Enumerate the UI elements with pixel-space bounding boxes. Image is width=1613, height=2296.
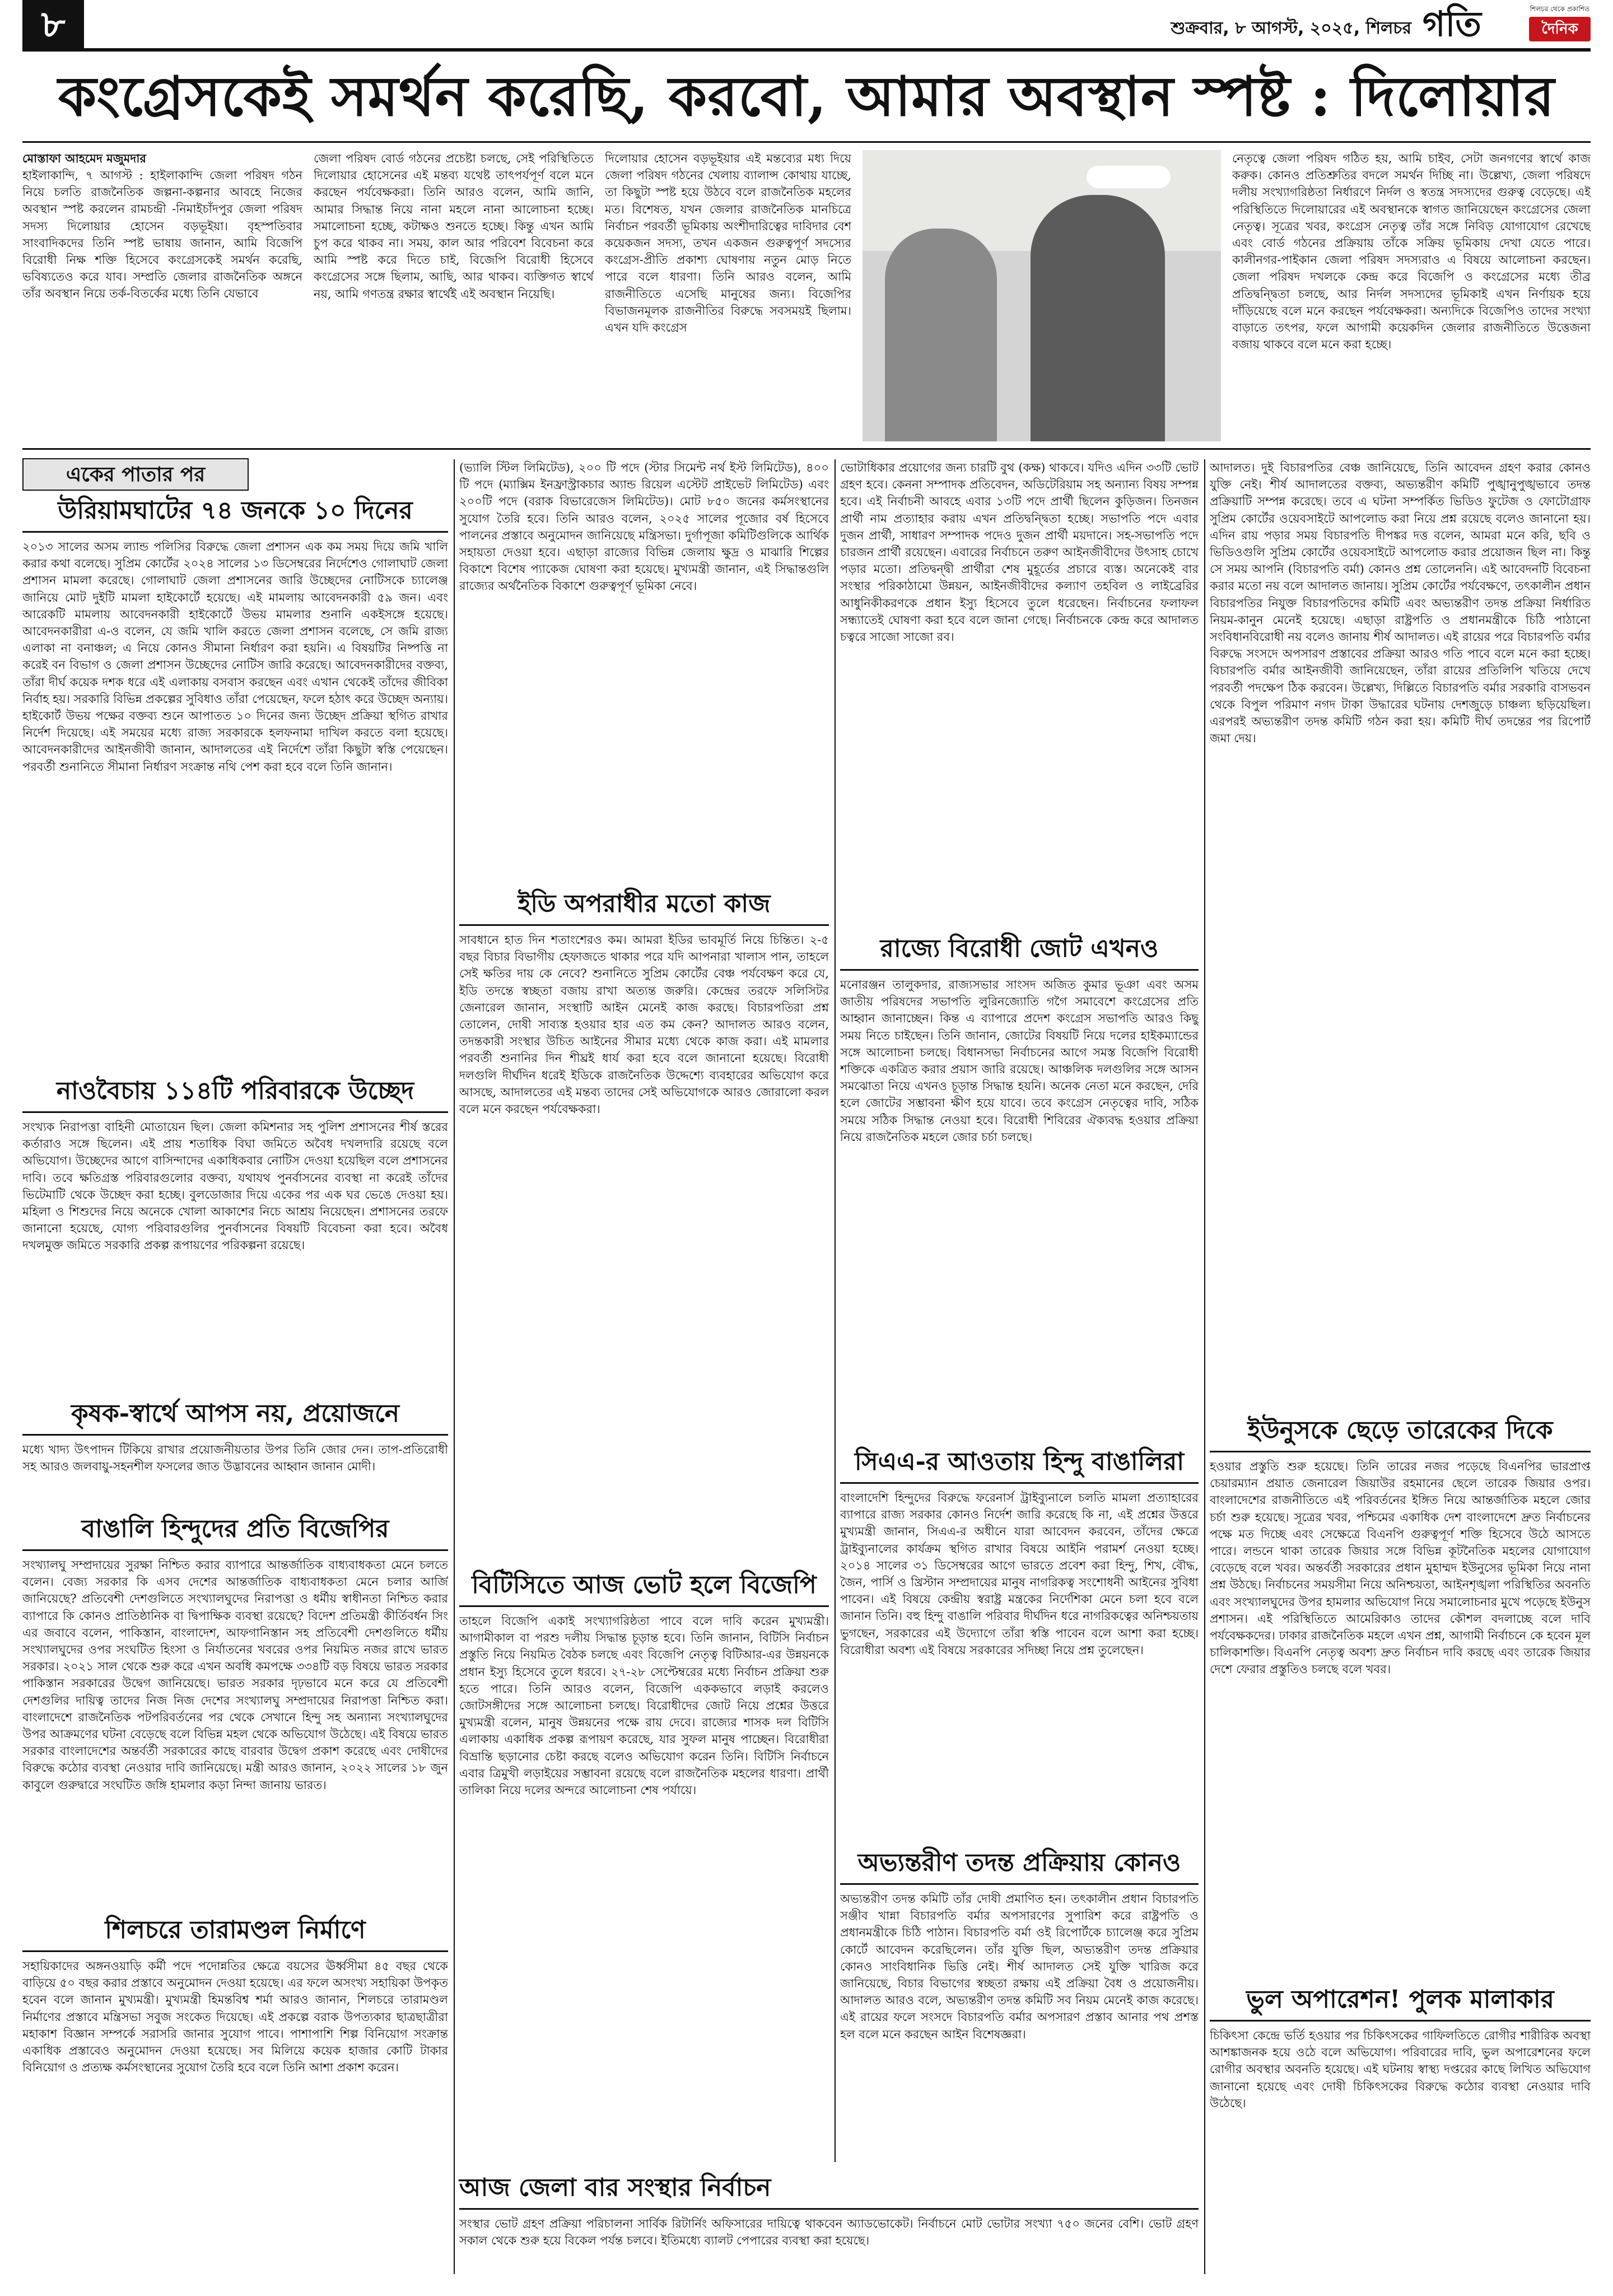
article-headline: বাঙালি হিন্দুদের প্রতি বিজেপির: [81, 1515, 389, 1543]
article-headline: অভ্যন্তরীণ তদন্ত প্রক্রিয়ায় কোনও: [857, 1848, 1181, 1877]
article-block: [459, 1570, 829, 2163]
article-headline: উরিয়ামঘাটের ৭৪ জনকে ১০ দিনের: [58, 496, 413, 525]
article-body: সংখ্যালঘু সম্প্রদায়ের সুরক্ষা নিশ্চিত করার ব্যাপারে আন্তর্জাতিক বাধ্যবাধকতা মেনে চলতে বলেন। বেজ্য সরকার কি এসব দেশের আন্তর্জাতিক বাধ্যবাধকতা মেনে চলার আর্জি জানিয়েছে? প্রতিবেশী দেশগুলিতে সংখ্যালঘুদের নিরাপত্তা ও ধর্মীয় স্বাধীনতা নিশ্চিত করার ব্যাপারে কি কোনও প্রাতিষ্ঠানিক বা দ্বিপাক্ষিক ব্যবস্থা রয়েছে? বিদেশ প্রতিমন্ত্রী কীর্তিবর্ধন সিং এর জবাবে বলেন, পাকিস্তান, বাংলাদেশ, আফগানিস্তান সহ প্রতিবেশী দেশগুলিতে ধর্মীয় সংখ্যালঘুদের ওপর সংঘটিত হিংসা ও নির্যাতনের খবরের ওপর নিয়মিত নজর রাখে ভারত সরকার। ২০২১ সাল থেকে শুরু করে এখন অবধি কমপক্ষে ৩৩৪টি বড় বিষয়ে ভারত সরকার পাকিস্তান সরকারের উদ্বেগ জানিয়েছে। ভারত সরকার দৃঢ়ভাবে মনে করে যে প্রতিবেশী দেশগুলির দায়িত্ব তাদের নিজ নিজ দেশের সংখ্যালঘু সম্প্রদায়ের নিরাপত্তা নিশ্চিত করা। বাংলাদেশে রাজনৈতিক পটপরিবর্তনের পর থেকে সেখানে হিন্দু সহ অন্যান্য সংখ্যালঘুদের উপর আক্রমণের ঘটনা বেড়েছে বলে বিভিন্ন মহল থেকে অভিযোগ উঠেছে। এই বিষয়ে ভারত সরকার বাংলাদেশের অন্তর্বর্তী সরকারের কাছে বারবার উদ্বেগ প্রকাশ করেছে এবং দোষীদের বিরুদ্ধে কঠোর ব্যবস্থা নেওয়ার দাবি জানিয়েছে। মন্ত্রী আরও জানান, ২০২২ সালের ১৮ জুন কাবুলে গুরুদ্বারে সংঘটিত জঙ্গি হামলার কড়া নিন্দা জানায় ভারত।: [22, 1558, 448, 1792]
article-block: [1210, 459, 1591, 1406]
article-block: [840, 1847, 1199, 2167]
article-block: [840, 459, 1199, 924]
article-headline: বিটিসিতে আজ ভোট হলে বিজেপি: [472, 1571, 817, 1599]
article-headline: সিএএ-র আওতায় হিন্দু বাঙালিরা: [854, 1447, 1185, 1476]
article-headline: কৃষক-স্বার্থে আপস নয়, প্রয়োজনে: [71, 1399, 400, 1428]
article-headline: ভুল অপারেশন! পুলক মালাকার: [1246, 1985, 1554, 2014]
logo-word: গতি: [1423, 3, 1481, 44]
article-headline: আজ জেলা বার সংস্থার নির্বাচন: [459, 2173, 771, 2202]
article-headline: নাওবৈচায় ১১৪টি পরিবারকে উচ্ছেদ: [56, 1077, 414, 1105]
column-rule-2: [835, 459, 836, 2162]
headline-rule: [22, 141, 1591, 143]
article-body: আদালত। দুই বিচারপতির বেঞ্চ জানিয়েছে, তিনি আবেদন গ্রহণ করার কোনও যুক্তি নেই। শীর্ষ আদালতের বক্তব্য, অভ্যন্তরীণ কমিটি পুঙ্খানুপুঙ্খভাবে তদন্ত প্রক্রিয়াটি সম্পন্ন করেছে। তবে এ ঘটনা সম্পর্কিত ভিডিও ফুটেজ ও ফোটোগ্রাফ সুপ্রিম কোর্টের ওয়েবসাইটে আপলোড করা নিয়ে প্রশ্ন রয়েছে বলেও জানানো হয়। এদিন রায় পড়ার সময় বিচারপতি দীপঙ্কর দত্ত বলেন, আমরা মনে করি, ছবি ও ভিডিওগুলি সুপ্রিম কোর্টের ওয়েবসাইটে আপলোড করার প্রয়োজন ছিল না। কিন্তু সে সময় আপনি (বিচারপতি বর্মা) কোনও প্রশ্ন তোলেননি। এই আবেদনটি বিবেচনা করার মতো নয় বলে আদালত জানায়। সুপ্রিম কোর্টের পর্যবেক্ষণে, তৎকালীন প্রধান বিচারপতির নিযুক্ত বিচারপতিদের কমিটি এবং অভ্যন্তরীণ তদন্ত প্রক্রিয়া নির্ধারিত নিয়ম-কানুন মেনেই হয়েছে। এছাড়া রাষ্ট্রপতি ও প্রধানমন্ত্রীকে চিঠি পাঠানো সংবিধানবিরোধী নয় বলেও জানায় শীর্ষ আদালত। এই রায়ের পরে বিচারপতি বর্মার বিরুদ্ধে সংসদে অপসারণ প্রস্তাবের প্রক্রিয়া আরও গতি পাবে বলে মনে করা হচ্ছে। বিচারপতি বর্মার আইনজীবী জানিয়েছেন, তাঁরা রায়ের প্রতিলিপি খতিয়ে দেখে পরবর্তী পদক্ষেপ ঠিক করবেন। উল্লেখ্য, দিল্লিতে বিচারপতি বর্মার সরকারি বাসভবন থেকে বিপুল পরিমাণ নগদ টাকা উদ্ধারের ঘটনায় দেশজুড়ে চাঞ্চল্য ছড়িয়েছিল। এরপরই অভ্যন্তরীণ তদন্ত কমিটি গঠন করা হয়। কমিটি দীর্ঘ তদন্তের পর রিপোর্ট জমা দেয়।: [1210, 461, 1591, 746]
article-body: সংস্থার ভোট গ্রহণ প্রক্রিয়া পরিচালনা সার্বিক রিটার্নিং অফিসারের দায়িত্বে থাকবেন অ্যাডভোকেট। নির্বাচনে মোট ভোটার সংখ্যা ৭৫০ জনের বেশি। ভোট গ্রহণ সকাল থেকে শুরু হয়ে বিকেল পর্যন্ত চলবে। ইতিমধ্যে ব্যালট পেপারের ব্যবস্থা করা হয়েছে।: [459, 2217, 1199, 2248]
article-block: [840, 933, 1199, 1437]
logo-tagline: শিলচর থেকে প্রকাশিত: [1530, 5, 1590, 13]
article-headline: রাজ্যে বিরোধী জোট এখনও: [880, 934, 1159, 963]
continuation-header: একের পাতার পর: [22, 458, 249, 491]
column-rule-1: [454, 459, 455, 2274]
page-number: ৮: [22, 0, 84, 48]
article-block: [840, 1446, 1199, 1838]
lead-byline: মোস্তাফা আহমেদ মজুমদার: [22, 151, 146, 165]
article-block: [22, 1075, 448, 1389]
article-body: সংখ্যক নিরাপত্তা বাহিনী মোতায়েন ছিল। জেলা কমিশনার সহ পুলিশ প্রশাসনের শীর্ষ স্তরের কর্তারাও সঙ্গে ছিলেন। এই প্রায় শতাধিক বিঘা জমিতে অবৈধ দখলদারি রয়েছে বলে অভিযোগ। উচ্ছেদের আগে বাসিন্দাদের একাধিকবার নোটিস দেওয়া হয়েছিল বলে প্রশাসনের দাবি। তবে ক্ষতিগ্রস্ত পরিবারগুলোর বক্তব্য, যথাযথ পুনর্বাসনের ব্যবস্থা না করেই তাঁদের ভিটেমাটি থেকে উচ্ছেদ করা হচ্ছে। বুলডোজার দিয়ে একের পর এক ঘর ভেঙে দেওয়া হয়। মহিলা ও শিশুদের নিয়ে অনেকে খোলা আকাশের নিচে আশ্রয় নিয়েছেন। প্রশাসনের তরফে জানানো হয়েছে, যোগ্য পরিবারগুলির পুনর্বাসনের বিষয়টি বিবেচনা করা হবে। অবৈধ দখলমুক্ত জমিতে সরকারি প্রকল্প রূপায়ণের পরিকল্পনা রয়েছে।: [22, 1120, 448, 1252]
lead-column-2: জেলা পরিষদ বোর্ড গঠনের প্রচেষ্টা চলছে, সেই পরিস্থিতিতে দিলোয়ার হোসেনের এই মন্তব্য যথেষ্ট তাৎপর্যপূর্ণ বলে মনে করছেন পর্যবেক্ষকরা। তিনি আরও বলেন, আমি জানি, আমার সিদ্ধান্ত নিয়ে নানা মহলে নানা আলোচনা হচ্ছে। সমালোচনা হচ্ছে, কটাক্ষও শুনতে হচ্ছে। কিন্তু এখন আমি চুপ করে থাকব না। সময়, কাল আর পরিবেশ বিবেচনা করে আমি স্পষ্ট করে দিতে চাই, বিজেপি বিরোধী হিসেবে কংগ্রেসের সঙ্গে ছিলাম, আছি, আর থাকব। ব্যক্তিগত স্বার্থে নয়, আমি গণতন্ত্র রক্ষার স্বার্থেই এই অবস্থান নিয়েছি।: [314, 152, 594, 301]
article-headline: ইডি অপরাধীর মতো কাজ: [518, 889, 771, 918]
article-body: সহায়িকাদের অঙ্গনওয়াড়ি কর্মী পদে পদোন্নতির ক্ষেত্রে বয়সের ঊর্ধ্বসীমা ৪৫ বছর থেকে বাড়িয়ে ৫০ বছর করার প্রস্তাবে অনুমোদন দেওয়া হয়েছে। এর ফলে অসংখ্য সহায়িকা উপকৃত হবেন বলে জানান মুখ্যমন্ত্রী। মুখ্যমন্ত্রী হিমন্তবিশ্ব শর্মা আরও জানান, শিলচরে তারামণ্ডল নির্মাণের প্রস্তাবে মন্ত্রিসভা সবুজ সংকেত দিয়েছে। এই প্রকল্পে বরাক উপত্যকার ছাত্রছাত্রীরা মহাকাশ বিজ্ঞান সম্পর্কে সরাসরি জানার সুযোগ পাবে। পাশাপাশি শিল্প বিনিয়োগ সংক্রান্ত একাধিক প্রস্তাবেও অনুমোদন দেওয়া হয়েছে। সব মিলিয়ে কয়েক হাজার কোটি টাকার বিনিয়োগ ও প্রত্যক্ষ কর্মসংস্থানের সুযোগ তৈরি হবে বলে তিনি আশা প্রকাশ করেন।: [22, 1959, 448, 2075]
article-block: [459, 459, 829, 879]
article-block: [1210, 1984, 1591, 2275]
article-block: [22, 1398, 448, 1505]
article-body: হওয়ার প্রস্তুতি শুরু হয়েছে। তিনি তারের নজর পড়েছে বিএনপির ভারপ্রাপ্ত চেয়ারম্যান প্রয়াত জেনারেল জিয়াউর রহমানের ছেলে তারেক জিয়ার ওপর। বাংলাদেশের রাজনীতিতে এই পরিবর্তনের ইঙ্গিত নিয়ে আন্তর্জাতিক মহলে জোর চর্চা শুরু হয়েছে। সূত্রের খবর, পশ্চিমের একাধিক দেশ বাংলাদেশে দ্রুত নির্বাচনের পক্ষে মত দিচ্ছে এবং সেক্ষেত্রে বিএনপি গুরুত্বপূর্ণ শক্তি হিসেবে উঠে আসতে পারে। লন্ডনে থাকা তারেক জিয়ার সঙ্গে বিভিন্ন কূটনৈতিক মহলের যোগাযোগ বেড়েছে বলে খবর। অন্তর্বর্তী সরকারের প্রধান মুহাম্মদ ইউনুসের ভূমিকা নিয়ে নানা প্রশ্ন উঠছে। নির্বাচনের সময়সীমা নিয়ে অনিশ্চয়তা, আইনশৃঙ্খলা পরিস্থিতির অবনতি এবং সংখ্যালঘুদের উপর হামলার অভিযোগ নিয়ে সমালোচনার মুখে পড়েছে ইউনুস প্রশাসন। এই পরিস্থিতিতে আমেরিকাও তাদের কৌশল বদলাচ্ছে বলে দাবি পর্যবেক্ষকদের। ঢাকার রাজনৈতিক মহলে এখন প্রশ্ন, আগামী নির্বাচনে কে হবেন মূল চালিকাশক্তি। বিএনপি নেতৃত্ব অবশ্য দ্রুত নির্বাচন দাবি করছে এবং তারেক জিয়ার দেশে ফেরার প্রস্তুতিও চলছে বলে খবর।: [1210, 1460, 1591, 1676]
newspaper-logo: [1423, 2, 1591, 46]
article-block: [22, 1513, 448, 1906]
article-body: চিকিৎসা কেন্দ্রে ভর্তি হওয়ার পর চিকিৎসকের গাফিলতিতে রোগীর শারীরিক অবস্থা আশঙ্কাজনক হয়ে ওঠে বলে অভিযোগ। পরিবারের দাবি, ভুল অপারেশনের ফলে রোগীর অবস্থার অবনতি হয়েছে। এই ঘটনায় স্বাস্থ্য দপ্তরের কাছে লিখিত অভিযোগ জানানো হয়েছে এবং দোষী চিকিৎসকের বিরুদ্ধে কঠোর ব্যবস্থা নেওয়ার দাবি উঠেছে।: [1210, 2029, 1591, 2110]
article-block: [459, 888, 829, 1561]
article-headline: শিলচরে তারামণ্ডল নির্মাণে: [105, 1916, 366, 1944]
lead-text-1: হাইলাকান্দি, ৭ আগস্ট : হাইলাকান্দি জেলা পরিষদ গঠন নিয়ে চলতি রাজনৈতিক জল্পনা-কল্পনার আবহে নিজের অবস্থান স্পষ্ট করলেন রামচন্দ্রী -নিমাইচাঁদপুর জেলা পরিষদ সদস্য দিলোয়ার হোসেন বড়ভূইয়া। বৃহস্পতিবার সাংবাদিকদের তিনি স্পষ্ট ভাষায় জানান, আমি বিজেপি বিরোধী নিক্ষ শক্তি হিসেবে কংগ্রেসকেই সমর্থন করেছি, ভবিষ্যতেও করে যাব। সম্প্রতি জেলার রাজনৈতিক অঙ্গনে তাঁর অবস্থান নিয়ে তর্ক-বিতর্কের মধ্যে তিনি যেভাবে: [22, 169, 302, 301]
dateline: শুক্রবার, ৮ আগস্ট, ২০২৫, শিলচর: [1171, 18, 1411, 38]
lead-headline: কংগ্রেসকেই সমর্থন করেছি, করবো, আমার অবস্থান স্পষ্ট : দিলোয়ার: [58, 64, 1555, 129]
lead-photo: [863, 150, 1221, 441]
article-body: ২০১৩ সালের অসম ল্যান্ড পলিসির বিরুদ্ধে জেলা প্রশাসন এক কম সময় দিয়ে জমি খালি করার কথা বলেছে। সুপ্রিম কোর্টের ২০২৪ সালের ১৩ ডিসেম্বরের নির্দেশেও গোলাঘাট জেলা প্রশাসন মামলা করেছে। গোলাঘাট জেলা প্রশাসনের জারি উচ্ছেদের নোটিসকে চ্যালেঞ্জ জানিয়ে মোট দুইটি মামলা হাইকোর্টে হয়েছে। এই মামলায় আবেদনকারী ৫৯ জন। এবং আরেকটি মামলায় আবেদনকারী হাইকোর্টে উভয় মামলার শুনানি একইসঙ্গে হয়েছে। আবেদনকারীরা এ-ও বলেন, যে জমি খালি করতে জেলা প্রশাসন বলেছে, সে জমি রাজ্য এলাকা না বনাঞ্চল; এ নিয়ে কোনও সীমানা নির্ধারণ করা হয়নি। এ বিষয়টির নিষ্পত্তি না করেই বন বিভাগ ও জেলা প্রশাসন উচ্ছেদের নোটিস জারি করেছে। আবেদনকারীদের বক্তব্য, তাঁরা দীর্ঘ কয়েক দশক ধরে এই এলাকায় বসবাস করছেন এবং এখান থেকেই তাঁদের জীবিকা নির্বাহ হয়। সরকারি বিভিন্ন প্রকল্পের সুবিধাও তাঁরা পেয়েছেন, ফলে হঠাৎ করে উচ্ছেদ অন্যায়। হাইকোর্ট উভয় পক্ষের বক্তব্য শুনে আপাতত ১০ দিনের জন্য উচ্ছেদ প্রক্রিয়া স্থগিত রাখার নির্দেশ দিয়েছে। এই সময়ের মধ্যে রাজ্য সরকারকে হলফনামা দাখিল করতে বলা হয়েছে। আবেদনকারীদের আইনজীবী জানান, আদালতের এই নির্দেশে তাঁরা কিছুটা স্বস্তি পেয়েছেন। পরবর্তী শুনানিতে সীমানা নির্ধারণ সংক্রান্ত নথি পেশ করা হবে বলে তিনি জানান।: [22, 540, 448, 774]
lead-column-4: নেতৃত্বে জেলা পরিষদ গঠিত হয়, আমি চাইব, সেটা জনগণের স্বার্থে কাজ করুক। কোনও প্রতিশ্রুতির বদলে সমর্থন দিচ্ছি না। উল্লেখ্য, জেলা পরিষদে দলীয় সংখ্যাগরিষ্ঠতা নির্ধারণে নির্দল ও স্বতন্ত্র সদস্যদের গুরুত্ব বেড়েছে। এই পরিস্থিতিতে দিলোয়ারের এই অবস্থানকে স্বাগত জানিয়েছেন কংগ্রেসের জেলা নেতৃত্ব। সূত্রের খবর, কংগ্রেস নেতৃত্ব তাঁর সঙ্গে নিবিড় যোগাযোগ রেখেছে এবং বোর্ড গঠনের প্রক্রিয়ায় তাঁকে সক্রিয় ভূমিকায় দেখা যেতে পারে। কালীনগর-পাইকান জেলা পরিষদ সদস্যরাও এ বিষয়ে আলোচনা করছেন। জেলা পরিষদ দখলকে কেন্দ্র করে বিজেপি ও কংগ্রেসের মধ্যে তীব্র প্রতিদ্বন্দ্বিতা চলছে, আর নির্দল সদস্যদের ভূমিকাই এখন নির্ণায়ক হয়ে দাঁড়িয়েছে বলে মনে করছেন পর্যবেক্ষকরা। অন্যদিকে বিজেপিও তাদের সংখ্যা বাড়াতে তৎপর, ফলে আগামী কয়েকদিন জেলার রাজনীতিতে উত্তেজনা বজায় থাকবে বলে মনে করা হচ্ছে।: [1232, 152, 1591, 352]
article-body: (ভ্যালি স্টিল লিমিটেড), ২০০ টি পদে (স্টার সিমেন্ট নর্থ ইস্ট লিমিটেড), ৪০০ টি পদে (ম্যাক্সিম ইনফ্রাস্ট্রাকচার অ্যান্ড রিয়েল এস্টেট প্রাইভেট লিমিটেড) এবং ২০০টি পদে (বরাক বিভারেজেস লিমিটেড)। মোট ৮৫০ জনের কর্মসংস্থানের সুযোগ তৈরি হবে। তিনি আরও বলেন, ২০২৫ সালের পূজোর বর্ষ হিসেবে পালনের প্রস্তাবে অনুমোদন জানিয়েছে মন্ত্রিসভা। দুর্গাপূজা কমিটিগুলিকে আর্থিক সহায়তা দেওয়া হবে। এছাড়া রাজ্যের বিভিন্ন জেলায় ক্ষুদ্র ও মাঝারি শিল্পের বিকাশে বিশেষ প্যাকেজ ঘোষণা করা হয়েছে। মুখ্যমন্ত্রী জানান, এই সিদ্ধান্তগুলি রাজ্যের অর্থনৈতিক বিকাশে গুরুত্বপূর্ণ ভূমিকা নেবে।: [459, 461, 829, 593]
column-rule-3: [1204, 459, 1205, 2274]
article-body: বাংলাদেশি হিন্দুদের বিরুদ্ধে ফরেনার্স ট্রাইব্যুনালে চলতি মামলা প্রত্যাহারের ব্যাপারে রাজ্য সরকার কোনও নির্দেশ জারি করেছে কি না, এই প্রশ্নের উত্তরে মুখ্যমন্ত্রী জানান, সিএএ-র অধীনে যারা আবেদন করবেন, তাঁদের ক্ষেত্রে ট্রাইব্যুনালের কার্যক্রম স্থগিত রাখার বিষয়ে আইনি পরামর্শ নেওয়া হচ্ছে। ২০১৪ সালের ৩১ ডিসেম্বরের আগে ভারতে প্রবেশ করা হিন্দু, শিখ, বৌদ্ধ, জৈন, পার্সি ও খ্রিস্টান সম্প্রদায়ের মানুষ নাগরিকত্ব সংশোধনী আইনের সুবিধা পাবেন। এই বিষয়ে কেন্দ্রীয় স্বরাষ্ট্র মন্ত্রকের নির্দেশিকা মেনে চলা হবে বলে জানান তিনি। বহু হিন্দু বাঙালি পরিবার দীর্ঘদিন ধরে নাগরিকত্বের অনিশ্চয়তায় ভুগছেন, সরকারের এই উদ্যোগে তাঁরা স্বস্তি পাবেন বলে আশা করা হচ্ছে। বিরোধীরা অবশ্য এই বিষয়ে সরকারের সদিচ্ছা নিয়ে প্রশ্ন তুলেছেন।: [840, 1491, 1199, 1657]
masthead: [22, 0, 1591, 52]
article-block: [1210, 1415, 1591, 1975]
article-body: তাহলে বিজেপি একাই সংখ্যাগরিষ্ঠতা পাবে বলে দাবি করেন মুখ্যমন্ত্রী। আগামীকাল বা পরশু দলীয় সিদ্ধান্ত চূড়ান্ত হবে। তিনি জানান, বিটিসি নির্বাচন প্রস্তুতি নিয়ে নিয়মিত বৈঠক চলছে এবং বিজেপি নেতৃত্ব বিটিআর-এর উন্নয়নকে প্রধান ইস্যু হিসেবে তুলে ধরবে। ২৭-২৮ সেপ্টেম্বরের মধ্যে নির্বাচন প্রক্রিয়া শুরু হতে পারে। তিনি আরও বলেন, বিজেপি এককভাবে লড়াই করলেও জোটসঙ্গীদের সঙ্গে আলোচনা চলছে। বিরোধীদের জোট নিয়ে প্রশ্নের উত্তরে মুখ্যমন্ত্রী বলেন, মানুষ উন্নয়নের পক্ষে রায় দেবে। রাজ্যের শাসক দল বিটিসি এলাকায় একাধিক প্রকল্প রূপায়ণ করেছে, যার সুফল মানুষ পাচ্ছেন। বিরোধীরা বিভ্রান্তি ছড়ানোর চেষ্টা করছে বলেও অভিযোগ করেন তিনি। বিটিসি নির্বাচনে এবার ত্রিমুখী লড়াইয়ের সম্ভাবনা রয়েছে বলে রাজনৈতিক মহলের ধারণা। প্রার্থী তালিকা নিয়ে দলের অন্দরে আলোচনা শেষ পর্যায়ে।: [459, 1614, 829, 1797]
article-block: [22, 495, 448, 1067]
article-body: সাবধানে হাত দিন শতাংশেরও কম। আমরা ইডির ভাবমূর্তি নিয়ে চিন্তিত। ২-৫ বছর বিচার বিভাগীয় হেফাজতে থাকার পরে যদি আপনারা খালাস পান, তাহলে সেই ক্ষতির দায় কে নেবে? শুনানিতে সুপ্রিম কোর্টের বেঞ্চ পর্যবেক্ষণ করে যে, ইডি তদন্তে স্বচ্ছতা বজায় রাখা অত্যন্ত জরুরি। কেন্দ্রের তরফে সলিসিটর জেনারেল জানান, সংস্থাটি আইন মেনেই কাজ করছে। বিচারপতিরা প্রশ্ন তোলেন, দোষী সাব্যস্ত হওয়ার হার এত কম কেন? আদালত আরও বলেন, তদন্তকারী সংস্থার উচিত আইনের সীমার মধ্যে থেকে কাজ করা। এই মামলার পরবর্তী শুনানির দিন শীঘ্রই ধার্য করা হবে বলে জানানো হয়েছে। বিরোধী দলগুলি দীর্ঘদিন ধরেই ইডিকে রাজনৈতিক উদ্দেশ্যে ব্যবহারের অভিযোগ করে আসছে, আদালতের এই মন্তব্য তাদের সেই অভিযোগকে আরও জোরালো করল বলে মনে করছেন পর্যবেক্ষকরা।: [459, 933, 829, 1116]
article-body: ভোটাধিকার প্রয়োগের জন্য চারটি বুথ (কক্ষ) থাকবে। যদিও এদিন ৩৩টি ভোট গ্রহণ হবে। কেননা সম্পাদক প্রতিবেদন, অডিটেরিয়াম সহ অন্যান্য বিষয় সম্পন্ন হবে। এই নির্বাচনী আবহে এবার ১৩টি পদে প্রার্থী ছিলেন কুড়িজন। তিনজন প্রার্থী নাম প্রত্যাহার করায় এখন প্রতিদ্বন্দ্বিতা হচ্ছে। সভাপতি পদে এবার দুজন প্রার্থী, সাধারণ সম্পাদক পদেও দুজন প্রার্থী ময়দানে। সহ-সভাপতি পদে চারজন প্রার্থী রয়েছেন। এবারের নির্বাচনে তরুণ আইনজীবীদের উৎসাহ চোখে পড়ার মতো। প্রতিদ্বন্দ্বী প্রার্থীরা শেষ মুহূর্তের প্রচারে ব্যস্ত। অনেকেই বার সংস্থার পরিকাঠামো উন্নয়ন, আইনজীবীদের কল্যাণ তহবিল ও লাইব্রেরির আধুনিকীকরণকে প্রধান ইস্যু হিসেবে তুলে ধরেছেন। নির্বাচনের ফলাফল সন্ধ্যাতেই ঘোষণা করা হবে বলে জানা গেছে। নির্বাচনকে কেন্দ্র করে আদালত চত্বরে সাজো সাজো রব।: [840, 461, 1199, 644]
article-body: মনোরঞ্জন তালুকদার, রাজ্যসভার সাংসদ অজিত কুমার ভূঞা এবং অসম জাতীয় পরিষদের সভাপতি লুরিনজ্যোতি গগৈ সমাবেশে কংগ্রেসের প্রতি আহ্বান জানাচ্ছেন। কিন্ত এ ব্যাপারে প্রদেশ কংগ্রেস সভাপতি আরও কিছু সময় নিতে চাইছেন। তিনি জানান, জোটের বিষয়টি নিয়ে দলের হাইকম্যান্ডের সঙ্গে আলোচনা চলছে। বিধানসভা নির্বাচনের আগে সমস্ত বিজেপি বিরোধী শক্তিকে একত্রিত করার প্রয়াস জারি রয়েছে। আঞ্চলিক দলগুলির সঙ্গে আসন সমঝোতা নিয়ে এখনও চূড়ান্ত সিদ্ধান্ত হয়নি। অনেক নেতা মনে করছেন, দেরি হলে জোটের সম্ভাবনা ক্ষীণ হয়ে যাবে। তবে কংগ্রেস নেতৃত্বের দাবি, সঠিক সময়ে সঠিক সিদ্ধান্ত নেওয়া হবে। বিরোধী শিবিরের ঐক্যবদ্ধ হওয়ার প্রক্রিয়া নিয়ে রাজনৈতিক মহলে জোর চর্চা চলছে।: [840, 978, 1199, 1144]
lead-column-3: দিলোয়ার হোসেন বড়ভূইয়ার এই মন্তব্যের মধ্য দিয়ে জেলা পরিষদ গঠনের খেলায় ব্যালান্স কোথায় যাচ্ছে, তা কিছুটা স্পষ্ট হয়ে উঠবে বলে রাজনৈতিক মহলের মত। বিশেষত, যখন জেলার রাজনৈতিক মানচিত্রে নির্বাচন পরবর্তী ভূমিকায় অংশীদারিত্বের দাবিদার বেশ কয়েকজন সদস্য, তখন একজন গুরুত্বপূর্ণ সদস্যের কংগ্রেস-প্রীতি প্রকাশ্য ঘোষণায় নতুন মোড় নিতে পারে বলে ধারণা। তিনি আরও বলেন, আমি রাজনীতিতে এসেছি মানুষের জন্য। বিজেপির বিভাজনমূলক রাজনীতির বিরুদ্ধে সবসময়ই ছিলাম। এখন যদি কংগ্রেস: [605, 152, 851, 335]
lead-column-1: [22, 150, 302, 441]
article-block: [459, 2172, 1199, 2279]
logo-badge: দৈনিক: [1529, 17, 1591, 41]
article-body: অভ্যন্তরীণ তদন্ত কমিটি তাঁর দোষী প্রমাণিত হন। তৎকালীন প্রধান বিচারপতি সঞ্জীব খান্না বিচারপতি বর্মার অপসারণের সুপারিশ করে রাষ্ট্রপতি ও প্রধানমন্ত্রীকে চিঠি পাঠান। বিচারপতি বর্মা ওই রিপোর্টকে চ্যালেঞ্জ করে সুপ্রিম কোর্টে আবেদন করেছিলেন। তাঁর যুক্তি ছিল, অভ্যন্তরীণ তদন্ত প্রক্রিয়ার কোনও সাংবিধানিক ভিত্তি নেই। শীর্ষ আদালত সেই যুক্তি খারিজ করে জানিয়েছে, বিচার বিভাগের স্বচ্ছতা রক্ষায় এই প্রক্রিয়া বৈধ ও প্রয়োজনীয়। আদালত আরও বলে, অভ্যন্তরীণ তদন্ত কমিটি সব নিয়ম মেনেই কাজ করেছে। এই রায়ের ফলে সংসদে বিচারপতি বর্মার অপসারণ প্রস্তাব আনার পথ প্রশস্ত হল বলে মনে করছেন আইন বিশেষজ্ঞরা।: [840, 1892, 1199, 2041]
article-body: মধ্যে খাদ্য উৎপাদন টিকিয়ে রাখার প্রয়োজনীয়তার উপর তিনি জোর দেন। তাপ-প্রতিরোধী সহ আরও জলবায়ু-সহনশীল ফসলের জাত উদ্ভাবনের আহ্বান জানান মোদী।: [22, 1443, 448, 1474]
article-headline: ইউনুসকে ছেড়ে তারেকের দিকে: [1247, 1416, 1553, 1445]
article-block: [22, 1915, 448, 2273]
section-divider: [22, 448, 1591, 450]
